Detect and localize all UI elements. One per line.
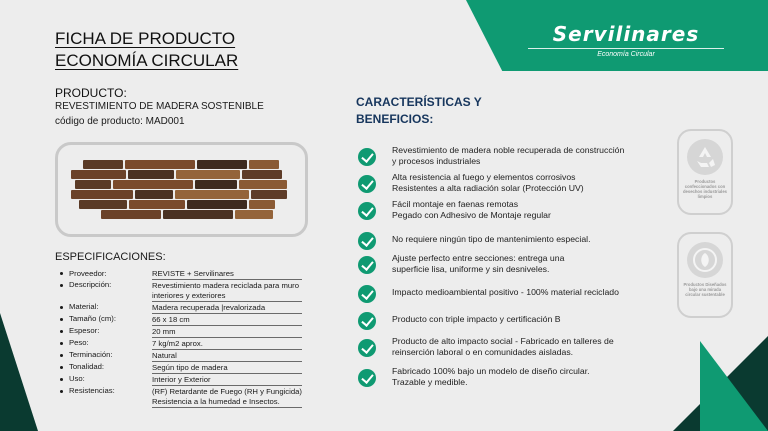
wood-plank: [249, 200, 275, 209]
wood-plank: [128, 170, 174, 179]
product-heading: PRODUCTO:: [55, 86, 127, 100]
spec-value: 66 x 18 cm: [152, 314, 302, 326]
badge-recycled: [677, 129, 733, 215]
spec-key: Material:: [57, 302, 152, 314]
benefit-item: [358, 309, 668, 331]
brand-logo: [528, 22, 724, 59]
brand-tagline: Economía Circular: [597, 51, 655, 58]
benefit-text: [392, 366, 672, 387]
wood-plank: [175, 190, 249, 199]
spec-key: Proveedor:: [57, 268, 152, 280]
wood-plank: [71, 190, 133, 199]
wood-plank: [235, 210, 273, 219]
checkmark-icon: [358, 312, 376, 330]
benefit-item: [358, 366, 668, 388]
product-image-frame: [55, 142, 308, 237]
wood-plank: [129, 200, 185, 209]
wood-plank: [71, 170, 126, 179]
wood-plank: [195, 180, 237, 189]
wood-plank: [83, 160, 123, 169]
spec-key: Uso:: [57, 374, 152, 386]
benefit-line: Fabricado 100% bajo un modelo de diseño circular.: [392, 366, 590, 376]
wood-plank: [251, 190, 287, 199]
benefit-line: Trazable y medible.: [392, 376, 468, 387]
spec-key: Terminación:: [57, 350, 152, 362]
benefit-line: No requiere ningún tipo de mantenimiento especial.: [392, 234, 591, 244]
benefit-item: [358, 199, 668, 221]
page-title-line1: FICHA DE PRODUCTO: [55, 29, 236, 48]
spec-key: Tonalidad:: [57, 362, 152, 374]
corner-decoration-left: [0, 313, 38, 431]
spec-value: (RF) Retardante de Fuego (RH y Fungicida) Resistencia a la humedad e Insectos.: [152, 386, 302, 406]
circular-design-icon: [687, 242, 723, 278]
wood-plank: [135, 190, 173, 199]
product-name: REVESTIMIENTO DE MADERA SOSTENIBLE: [55, 101, 264, 112]
benefit-item: [358, 253, 668, 275]
spec-value: REVISTE + Servilinares: [152, 268, 302, 280]
spec-row: [57, 302, 302, 314]
checkmark-icon: [358, 232, 376, 250]
benefit-item: [358, 172, 668, 194]
benefit-text: [392, 336, 672, 357]
wood-plank: [163, 210, 233, 219]
badge-recycled-text: Productos confeccionados con desechos industriales limpios: [683, 179, 727, 199]
wood-plank: [113, 180, 193, 189]
benefit-line: Resistentes a alta radiación solar (Protección UV): [392, 182, 584, 193]
benefit-text: [392, 314, 672, 325]
wood-plank: [125, 160, 195, 169]
spec-row: [57, 350, 302, 362]
benefit-line: Producto con triple impacto y certificación B: [392, 314, 561, 324]
brand-divider: [528, 48, 724, 49]
benefit-line: y procesos industriales: [392, 155, 481, 166]
spec-value: Madera recuperada |revalorizada: [152, 302, 302, 314]
specs-heading: ESPECIFICACIONES:: [55, 251, 166, 263]
wood-plank: [242, 170, 282, 179]
checkmark-icon: [358, 256, 376, 274]
spec-value: 7 kg/m2 aprox.: [152, 338, 302, 350]
checkmark-icon: [358, 148, 376, 166]
spec-key: Espesor:: [57, 326, 152, 338]
spec-value: Revestimiento madera reciclada para muro interiores y exteriores: [152, 280, 302, 302]
spec-value: 20 mm: [152, 326, 302, 338]
benefit-item: [358, 229, 668, 251]
spec-row: [57, 386, 302, 408]
spec-row: [57, 280, 302, 302]
page-title-line2: ECONOMÍA CIRCULAR: [55, 51, 239, 70]
spec-key: Resistencias:: [57, 386, 152, 408]
wood-plank: [197, 160, 247, 169]
wood-plank: [176, 170, 240, 179]
benefit-line: Revestimiento de madera noble recuperada de construcción: [392, 145, 625, 155]
wood-plank: [249, 160, 279, 169]
spec-row: [57, 338, 302, 350]
checkmark-icon: [358, 285, 376, 303]
benefit-text: [392, 234, 672, 245]
product-code: código de producto: MAD001: [55, 116, 185, 127]
benefit-text: [392, 287, 672, 298]
spec-row: [57, 326, 302, 338]
benefit-text: [392, 172, 672, 193]
benefits-heading: CARACTERÍSTICAS Y BENEFICIOS:: [356, 95, 482, 126]
specs-table: [57, 268, 302, 408]
wood-plank: [187, 200, 247, 209]
checkmark-icon: [358, 175, 376, 193]
benefit-line: Ajuste perfecto entre secciones: entrega una: [392, 253, 565, 263]
wood-plank: [101, 210, 161, 219]
benefit-item: [358, 336, 668, 358]
recycle-icon: [687, 139, 723, 175]
badge-circular: [677, 232, 733, 318]
spec-value: Natural: [152, 350, 302, 362]
spec-row: [57, 362, 302, 374]
benefit-text: [392, 253, 672, 274]
benefit-line: Impacto medioambiental positivo - 100% material reciclado: [392, 287, 619, 297]
badge-circular-text: Productos Diseñados bajo una mirada circular sustentable: [683, 282, 727, 297]
wood-plank: [239, 180, 287, 189]
spec-row: [57, 314, 302, 326]
spec-key: Peso:: [57, 338, 152, 350]
benefit-text: [392, 199, 672, 220]
page-title: [55, 28, 238, 72]
checkmark-icon: [358, 202, 376, 220]
benefit-line: Pegado con Adhesivo de Montaje regular: [392, 209, 551, 220]
spec-value: Interior y Exterior: [152, 374, 302, 386]
wood-plank: [79, 200, 127, 209]
benefit-item: [358, 145, 668, 167]
benefit-text: [392, 145, 672, 166]
wood-plank: [75, 180, 111, 189]
checkmark-icon: [358, 369, 376, 387]
spec-row: [57, 374, 302, 386]
brand-name: Servilinares: [552, 22, 700, 46]
benefit-line: Alta resistencia al fuego y elementos corrosivos: [392, 172, 576, 182]
spec-value: Según tipo de madera: [152, 362, 302, 374]
benefit-line: Producto de alto impacto social - Fabricado en talleres de: [392, 336, 614, 346]
wood-panel-image: [71, 160, 291, 220]
benefit-line: superficie lisa, uniforme y sin desniveles.: [392, 263, 550, 274]
benefit-item: [358, 282, 668, 304]
checkmark-icon: [358, 339, 376, 357]
spec-key: Tamaño (cm):: [57, 314, 152, 326]
spec-row: [57, 268, 302, 280]
spec-key: Descripción:: [57, 280, 152, 302]
benefit-line: Fácil montaje en faenas remotas: [392, 199, 519, 209]
benefit-line: reinserción laboral o en comunidades aisladas.: [392, 346, 574, 357]
